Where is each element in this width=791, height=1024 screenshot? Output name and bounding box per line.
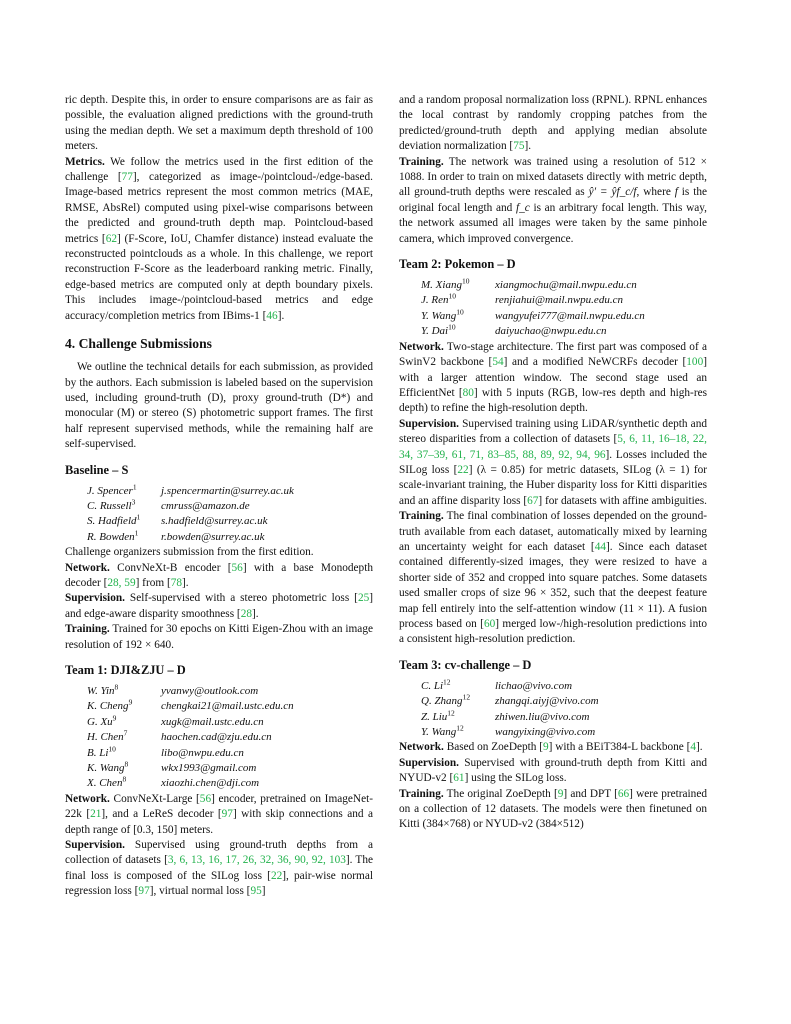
text: ] (λ = 0.85) for metric datasets, SILog (λ = 1) for scale-invariant training, the Huber disparity loss for Kitti disparities and an affine disparity loss [	[399, 463, 707, 507]
affiliation: 12	[443, 677, 451, 687]
citation[interactable]: 54	[492, 356, 504, 369]
author-email: j.spencermartin@surrey.ac.uk	[161, 484, 294, 497]
text: ] with a BEiT384-L backbone [	[548, 741, 691, 754]
team1-authors	[87, 684, 294, 792]
team2-training	[399, 509, 707, 648]
author-name: X. Chen	[87, 777, 123, 790]
author-email: zhiwen.liu@vivo.com	[495, 710, 590, 723]
citation[interactable]: 100	[686, 356, 704, 369]
text: ].	[182, 576, 189, 589]
citation[interactable]: 97	[138, 885, 150, 898]
section-heading: 4. Challenge Submissions	[65, 336, 212, 352]
citation[interactable]: 67	[527, 494, 539, 507]
affiliation: 1	[132, 481, 137, 491]
citation[interactable]: 28, 59	[107, 576, 136, 589]
text: ] from [	[135, 576, 171, 589]
citation[interactable]: 77	[121, 171, 133, 184]
math: 96 × 352	[524, 587, 568, 600]
affiliation: 12	[447, 707, 455, 717]
author-name: Q. Zhang	[421, 695, 463, 708]
label: Training.	[65, 623, 110, 636]
author-row	[421, 725, 599, 740]
team2-heading: Team 2: Pokemon – D	[399, 257, 516, 272]
author-row	[87, 684, 294, 699]
math: [0.3, 150]	[133, 823, 178, 836]
text: ].	[277, 309, 285, 322]
author-row	[87, 530, 294, 545]
citation[interactable]: 61	[453, 772, 465, 785]
baseline-network	[65, 561, 373, 592]
text: Self-supervised with a stereo photometric loss [	[124, 592, 358, 605]
metrics-label: Metrics.	[65, 155, 105, 168]
author-email: xugk@mail.ustc.edu.cn	[161, 715, 264, 728]
author-email: renjiahui@mail.nwpu.edu.cn	[495, 294, 623, 307]
citation[interactable]: 9	[543, 741, 549, 754]
team3-network	[399, 740, 707, 755]
text: Supervised using ground-truth depths from a collection of datasets [	[65, 839, 373, 867]
author-name: K. Wang	[87, 762, 125, 775]
team1-heading: Team 1: DJI&ZJU – D	[65, 663, 186, 677]
author-name: W. Yin	[87, 685, 115, 697]
affiliation: 10	[456, 307, 464, 317]
text: ] for datasets with affine ambiguities.	[538, 494, 707, 507]
citation[interactable]: 75	[513, 140, 525, 153]
author-row	[421, 324, 645, 339]
text: The network was trained using a resolution of	[443, 155, 679, 168]
text: ] merged low-/high-resolution predictions into a consistent high-resolution prediction.	[399, 618, 708, 646]
baseline-supervision	[65, 591, 373, 622]
math: ŷ′ = ŷf_c/f	[588, 186, 637, 199]
team1-training	[399, 155, 707, 247]
text: .	[171, 638, 174, 651]
text: ], and a LeReS decoder [	[101, 808, 222, 821]
author-name: M. Xiang	[421, 279, 462, 292]
label: Network.	[65, 792, 110, 805]
affiliation: 10	[448, 322, 456, 332]
affiliation: 10	[461, 276, 470, 286]
math: f_c	[515, 201, 530, 214]
text: and a random proposal normalization loss (RPNL). RPNL enhances the local contrast by randomly cropping patches from the predicted/ground-truth depth and applying median absolute deviation normalization [	[399, 94, 707, 153]
math: (11 × 11)	[619, 602, 663, 615]
citation[interactable]: 22	[270, 869, 283, 882]
label: Supervision.	[65, 592, 125, 605]
author-email: libo@nwpu.edu.cn	[161, 746, 244, 759]
text: ] (F-Score, IoU, Chamfer distance) instead evaluate the reconstructed pointclouds as a whole. In this challenge, we report reconstruction F-Score as the leaderboard ranking metric. Finally, edge-based metrics are computed only at depth boundary pixels. This includes image-/pointcloud-based metrics and edge accuracy/completion metrics from IBims-1 [	[65, 232, 373, 322]
citation[interactable]: 25	[357, 592, 370, 605]
affiliation: 1	[136, 512, 141, 522]
section-paragraph: We outline the technical details for each submission, as provided by the authors. Each submission is labeled based on the supervision used, including ground-truth (D), proxy ground-truth (D*) and monocular (M) or stereo (S) photometric support frames. The first half represent supervised methods, while the remaining half are self-supervised.	[65, 361, 373, 451]
author-name: C. Russell	[87, 499, 132, 512]
author-name: Y. Wang	[421, 309, 457, 322]
text: ] encoder, pretrained on ImageNet-22k [	[65, 792, 373, 821]
text: . In order to train on mixed datasets directly with metric depth, all ground-truth depths were rescaled as	[399, 171, 707, 199]
text: or NYUD-v2	[470, 818, 536, 831]
text: ]. The final loss is composed of the SILog loss [	[65, 854, 373, 882]
citation[interactable]: 56	[199, 792, 212, 805]
affiliation: 8	[124, 759, 129, 769]
text: Two-stage architecture. The first part was composed of a SwinV2 backbone [	[399, 340, 707, 369]
author-row	[421, 710, 599, 725]
text: ConvNeXt-Large [	[109, 792, 200, 805]
team3-training	[399, 787, 707, 833]
text: ] and a modified NeWCRFs decoder [	[503, 356, 687, 369]
author-email: wangyufei777@mail.nwpu.edu.cn	[495, 309, 645, 322]
author-row	[421, 293, 645, 308]
author-name: J. Ren	[421, 294, 449, 307]
author-name: J. Spencer	[87, 484, 133, 497]
author-email: cmruss@amazon.de	[161, 499, 250, 512]
affiliation: 9	[128, 697, 133, 707]
author-email: lichao@vivo.com	[495, 679, 573, 692]
text: ConvNeXt-B encoder [	[109, 561, 232, 574]
citation[interactable]: 5, 6, 11, 16–18, 22, 34, 37–39, 61, 71, 83–85, 88, 89, 92, 94, 96	[399, 433, 707, 461]
affiliation: 3	[131, 497, 136, 507]
author-email: wkx1993@gmail.com	[161, 762, 257, 775]
text: ] with a larger attention window. The second stage used an EfficientNet [	[399, 356, 707, 399]
citation[interactable]: 3, 6, 13, 16, 17, 26, 32, 36, 90, 92, 103	[167, 854, 346, 867]
label: Supervision.	[65, 839, 125, 852]
citation[interactable]: 28	[240, 607, 252, 620]
author-row	[87, 761, 294, 776]
text: ].	[251, 607, 259, 620]
citation[interactable]: 95	[250, 885, 262, 898]
text: ], virtual normal loss [	[149, 885, 251, 898]
math: 192 × 640	[125, 638, 172, 651]
team1-network	[65, 792, 373, 838]
team2-authors	[421, 278, 645, 340]
label: Network.	[399, 340, 444, 353]
text: is an arbitrary focal length. This way, the network assumed all images were taken by the same pinhole camera, which improved convergence.	[399, 201, 707, 245]
team3-supervision	[399, 756, 707, 787]
author-email: daiyuchao@nwpu.edu.cn	[495, 325, 607, 338]
text: The final combination of losses depended on the ground-truth available from each dataset, automatically mixed by learning an uncertainty weight for each dataset [	[399, 510, 707, 553]
text: ] were pretrained on a collection of 12 datasets. The models were then finetuned on Kitti	[399, 787, 707, 831]
text: , such that the deepest feature map fell entirely into the self-attention window	[399, 587, 708, 615]
affiliation: 10	[108, 743, 116, 753]
citation[interactable]: 9	[557, 787, 564, 800]
text: Supervised training using LiDAR/synthetic depth and stereo disparities from a collection of datasets [	[399, 417, 707, 446]
author-row	[87, 699, 294, 714]
label: Network.	[65, 561, 110, 574]
citation[interactable]: 46	[266, 309, 278, 322]
citation[interactable]: 60	[483, 618, 496, 630]
author-name: Y. Wang	[421, 726, 457, 739]
author-name: C. Li	[421, 679, 444, 692]
affiliation: 9	[112, 713, 117, 723]
text: , where	[636, 186, 675, 199]
author-email: wangyixing@vivo.com	[495, 726, 596, 739]
text: ] and DPT [	[563, 787, 618, 800]
math: (384×768)	[422, 818, 471, 831]
text: meters.	[177, 823, 214, 836]
author-email: chengkai21@mail.ustc.edu.cn	[161, 700, 294, 713]
intro-paragraph: ric depth. Despite this, in order to ensure comparisons are as fair as possible, the evaluation aligned predictions with the ground-truth using the median depth. We set a maximum depth threshold of 100 meters.	[65, 94, 373, 153]
citation[interactable]: 4	[690, 741, 697, 754]
citation[interactable]: 56	[231, 561, 243, 574]
baseline-heading: Baseline – S	[65, 462, 129, 477]
author-row	[87, 499, 294, 514]
citation[interactable]: 80	[462, 386, 474, 399]
author-email: xiangmochu@mail.nwpu.edu.cn	[495, 279, 637, 292]
text: The original ZoeDepth [	[443, 787, 558, 800]
team2-supervision	[399, 417, 707, 509]
label: Training.	[399, 510, 444, 523]
math: f	[674, 186, 678, 199]
baseline-authors	[87, 481, 294, 546]
author-name: Y. Dai	[421, 325, 449, 338]
affiliation: 12	[456, 723, 464, 733]
text: ].	[524, 140, 532, 153]
affiliation: 12	[462, 692, 471, 702]
text: ]	[261, 885, 266, 898]
citation[interactable]: 66	[617, 787, 630, 800]
author-row	[87, 715, 294, 730]
author-row	[421, 679, 599, 694]
citation[interactable]: 21	[90, 808, 102, 821]
affiliation: 7	[123, 728, 128, 738]
text: ] using the SILog loss.	[464, 772, 567, 785]
text: ] with 5 inputs (RGB, low-res depth and high-res depth) to refine the high-resolution depth.	[399, 386, 707, 415]
label: Supervision.	[399, 417, 459, 430]
left-column	[65, 93, 373, 900]
text: ]. Losses included the SILog loss [	[399, 448, 707, 476]
text: is the original focal length and	[399, 186, 707, 214]
author-email: xiaozhi.chen@dji.com	[161, 777, 260, 790]
text: We follow the metrics used in the first edition of the challenge [	[65, 155, 373, 184]
text: Trained for 30 epochs on Kitti Eigen-Zhou with an image resolution of	[65, 623, 373, 651]
team1-supervision	[65, 838, 373, 900]
text: ], categorized as image-/pointcloud-/edge-based. Image-based metrics represent the most common metrics (MAE, RMSE, AbsRel) computed using pixel-wise comparisons between the predicted and ground-truth depth map. Pointcloud-based metrics [	[65, 171, 373, 245]
affiliation: 1	[134, 528, 139, 538]
author-row	[87, 730, 294, 745]
label: Training.	[399, 787, 444, 800]
text: ].	[696, 741, 703, 754]
citation[interactable]: 78	[170, 576, 183, 589]
author-name: G. Xu	[87, 715, 113, 728]
label: Training.	[399, 155, 444, 168]
author-row	[87, 776, 294, 791]
citation[interactable]: 44	[594, 540, 606, 553]
math: (384×512)	[535, 818, 584, 831]
author-email: r.bowden@surrey.ac.uk	[161, 530, 265, 543]
author-name: Z. Liu	[421, 710, 448, 723]
team1-continued	[399, 93, 707, 155]
text: ] and edge-aware disparity smoothness [	[65, 592, 373, 620]
text: . A fusion process based on [	[399, 602, 707, 630]
text: Based on ZoeDepth [	[443, 741, 544, 754]
author-email: yvanwy@outlook.com	[161, 685, 259, 697]
metrics-paragraph	[65, 155, 373, 324]
citation[interactable]: 97	[221, 808, 233, 821]
citation[interactable]: 62	[105, 232, 117, 245]
affiliation: 8	[122, 774, 127, 784]
citation[interactable]: 22	[457, 463, 469, 476]
baseline-organizers: Challenge organizers submission from the first edition.	[65, 546, 314, 559]
math: 512 × 1088	[399, 155, 707, 184]
author-row	[87, 514, 294, 529]
author-row	[87, 746, 294, 761]
text: Supervised with ground-truth depth from Kitti and NYUD-v2 [	[399, 756, 707, 785]
text: ] with skip connections and a depth range of	[65, 808, 373, 836]
affiliation: 10	[448, 291, 456, 301]
affiliation: 8	[114, 682, 119, 692]
author-name: S. Hadfield	[87, 515, 137, 528]
team2-network	[399, 340, 707, 417]
text: ] with a base Monodepth decoder [	[65, 561, 373, 589]
author-row	[87, 484, 294, 499]
text: ], pair-wise normal regression loss [	[65, 869, 374, 898]
label: Supervision.	[399, 756, 459, 769]
baseline-training	[65, 622, 373, 653]
author-name: B. Li	[87, 746, 109, 759]
author-email: s.hadfield@surrey.ac.uk	[161, 515, 268, 528]
right-column	[399, 93, 707, 833]
author-email: zhangqi.aiyj@vivo.com	[495, 695, 599, 708]
label: Network.	[399, 741, 444, 754]
author-name: K. Cheng	[87, 700, 129, 713]
author-email: haochen.cad@zju.edu.cn	[161, 731, 272, 744]
author-name: R. Bowden	[87, 530, 135, 543]
team3-heading: Team 3: cv-challenge – D	[399, 657, 532, 672]
team3-authors	[421, 679, 599, 741]
author-name: H. Chen	[87, 731, 124, 744]
text: ]. Since each dataset contained differently-sized images, they were resized to have a shorter side of 352 and cropped into square patches. Some datasets used smaller crops of size	[399, 540, 707, 600]
